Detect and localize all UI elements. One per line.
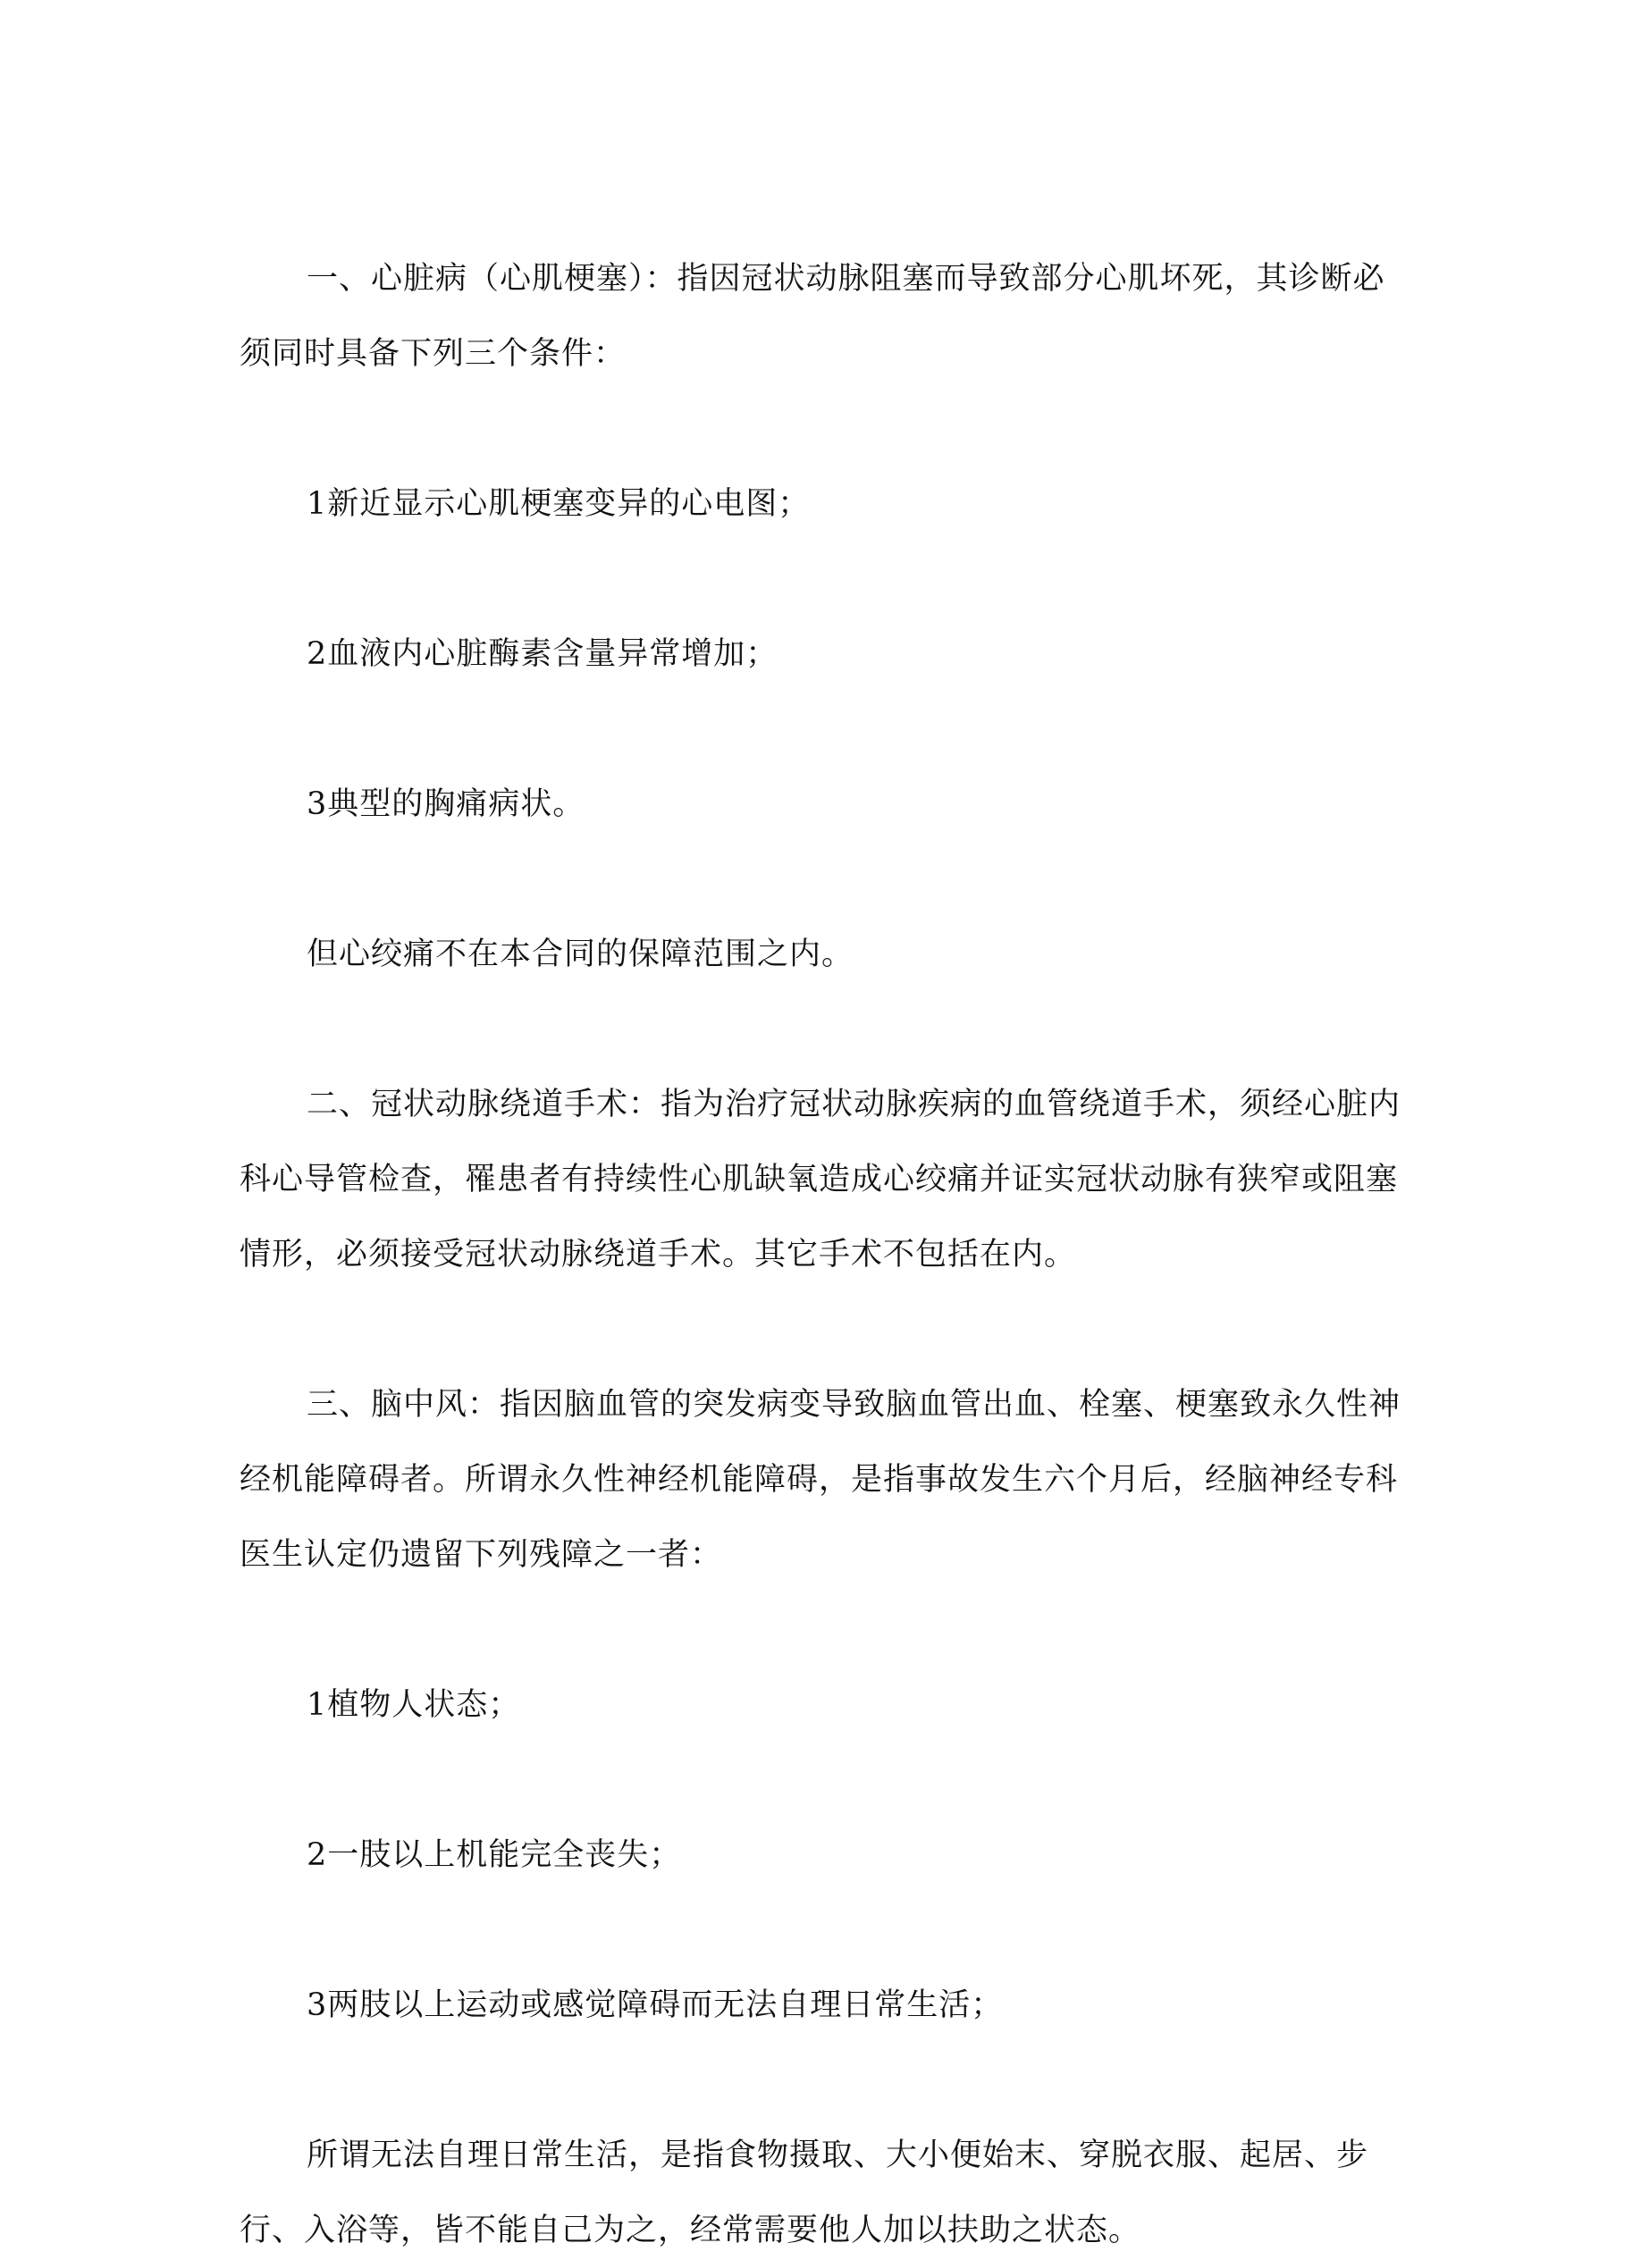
document-body bbox=[240, 241, 1401, 2268]
paragraph-spacer bbox=[240, 1893, 1401, 1968]
condition-item-2: 2血液内心脏酶素含量异常增加； bbox=[307, 636, 778, 672]
paragraph-spacer bbox=[240, 1592, 1401, 1667]
disability-item-2: 2一肢以上机能完全丧失； bbox=[307, 1837, 682, 1873]
paragraph-spacer bbox=[240, 1743, 1401, 1818]
paragraph-spacer bbox=[240, 2043, 1401, 2118]
disability-item-3: 3两肢以上运动或感觉障碍而无法自理日常生活； bbox=[307, 1987, 1004, 2023]
condition-item-1: 1新近显示心肌梗塞变异的心电图； bbox=[307, 486, 811, 522]
paragraph-spacer bbox=[240, 842, 1401, 917]
paragraph-spacer bbox=[240, 542, 1401, 617]
paragraph-spacer bbox=[240, 1292, 1401, 1367]
paragraph-heart-disease: 一、心脏病（心肌梗塞）：指因冠状动脉阻塞而导致部分心肌坏死，其诊断必须同时具备下列三个条件： bbox=[240, 261, 1385, 372]
paragraph-spacer bbox=[240, 391, 1401, 466]
exclusion-note: 但心绞痛不在本合同的保障范围之内。 bbox=[307, 937, 854, 972]
definition-daily-living: 所谓无法自理日常生活，是指食物摄取、大小便始末、穿脱衣服、起居、步行、入浴等，皆不能自己为之，经常需要他人加以扶助之状态。 bbox=[240, 2138, 1369, 2248]
paragraph-stroke: 三、脑中风：指因脑血管的突发病变导致脑血管出血、栓塞、梗塞致永久性神经机能障碍者。所谓永久性神经机能障碍，是指事故发生六个月后，经脑神经专科医生认定仍遗留下列残障之一者： bbox=[240, 1387, 1401, 1573]
paragraph-bypass-surgery: 二、冠状动脉绕道手术：指为治疗冠状动脉疾病的血管绕道手术，须经心脏内科心导管检查，罹患者有持续性心肌缺氧造成心绞痛并证实冠状动脉有狭窄或阻塞情形，必须接受冠状动脉绕道手术。其它手术不包括在内。 bbox=[240, 1087, 1401, 1273]
paragraph-spacer bbox=[240, 992, 1401, 1067]
paragraph-spacer bbox=[240, 692, 1401, 767]
disability-item-1: 1植物人状态； bbox=[307, 1687, 521, 1723]
condition-item-3: 3典型的胸痛病状。 bbox=[307, 786, 585, 822]
